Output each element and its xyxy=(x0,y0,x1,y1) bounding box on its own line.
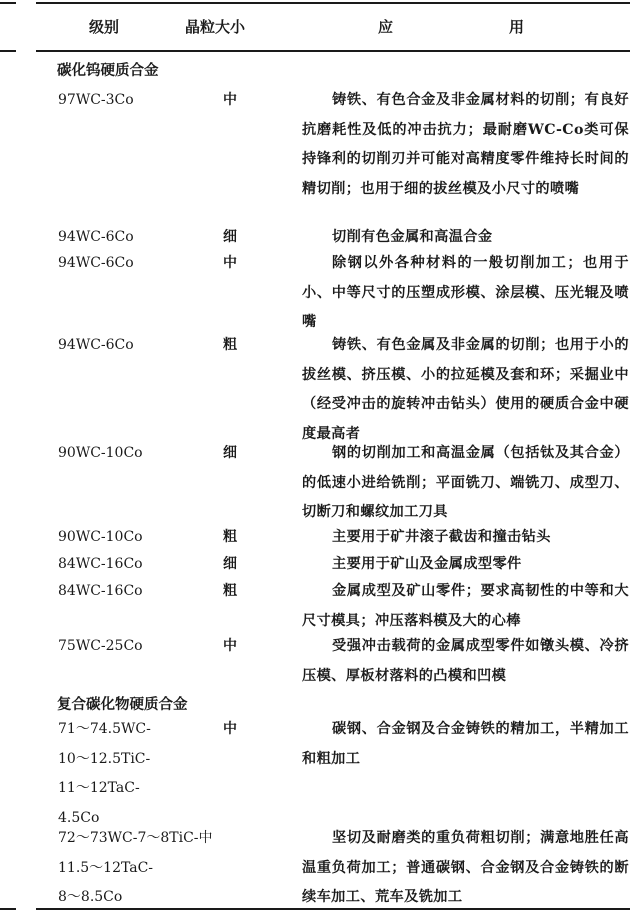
grain-size-cell: 中 xyxy=(223,255,237,271)
header-grade: 级别 xyxy=(89,18,120,36)
section-title: 复合碳化物硬质合金 xyxy=(57,696,188,713)
application-cell: 受强冲击载荷的金属成型零件如镦头模、冷挤压模、厚板材落料的凸模和凹模 xyxy=(302,638,629,684)
application-cell: 主要用于矿井滚子截齿和撞击钻头 xyxy=(332,529,551,545)
grain-size-cell: 细 xyxy=(223,445,237,461)
grade-cell: 97WC-3Co xyxy=(58,92,134,108)
grain-size-cell: 粗 xyxy=(223,337,237,353)
grain-size-cell: 粗 xyxy=(223,529,237,545)
header-application-1: 应 xyxy=(378,18,394,36)
application-cell: 碳钢、合金钢及合金铸铁的精加工，半精加工和粗加工 xyxy=(302,721,629,767)
margin-tick-bottom xyxy=(0,908,16,910)
application-cell: 铸铁、有色金属及非金属的切削；也用于小的拔丝模、挤压模、小的拉延模及套和环；采掘业中（经受冲击的旋转冲击钻头）使用的硬质合金中硬度最高者 xyxy=(302,337,629,442)
grade-cell: 71～74.5WC- 10～12.5TiC- 11～12TaC- 4.5Co xyxy=(58,721,151,826)
grain-size-cell: 中 xyxy=(223,92,237,108)
grain-size-cell: 细 xyxy=(223,556,237,572)
application-cell: 坚切及耐磨类的重负荷粗切削；满意地胜任高温重负荷加工；普通碳钢、合金钢及合金铸铁的断续车加工、荒车及铣加工 xyxy=(302,830,629,905)
grain-size-cell: 中 xyxy=(223,721,237,737)
grade-cell: 94WC-6Co xyxy=(58,337,134,353)
application-cell: 金属成型及矿山零件；要求高韧性的中等和大尺寸模具；冲压落料模及大的心棒 xyxy=(302,583,629,629)
grade-cell: 94WC-6Co xyxy=(58,229,134,245)
application-cell: 除钢以外各种材料的一般切削加工；也用于小、中等尺寸的压塑成形模、涂层模、压光辊及喷嘴 xyxy=(302,255,629,330)
grain-size-cell: 粗 xyxy=(223,583,237,599)
grade-cell: 75WC-25Co xyxy=(58,638,143,654)
grade-cell: 94WC-6Co xyxy=(58,255,134,271)
header-application-2: 用 xyxy=(509,18,525,36)
application-cell: 钢的切削加工和高温金属（包括钛及其合金）的低速小进给铣削；平面铣刀、端铣刀、成型刀、切断刀和螺纹加工刀具 xyxy=(302,445,629,520)
grade-cell: 72～73WC-7～8TiC-中 11.5～12TaC- 8～8.5Co xyxy=(58,830,213,905)
section-title: 碳化钨硬质合金 xyxy=(57,62,159,79)
grade-cell: 84WC-16Co xyxy=(58,583,143,599)
grain-size-cell: 中 xyxy=(223,638,237,654)
application-cell: 主要用于矿山及金属成型零件 xyxy=(332,556,522,572)
header-rule xyxy=(36,50,630,52)
margin-tick-header xyxy=(0,50,16,52)
grade-cell: 84WC-16Co xyxy=(58,556,143,572)
grain-size-cell: 细 xyxy=(223,229,237,245)
top-rule xyxy=(36,2,630,4)
application-cell: 铸铁、有色合金及非金属材料的切削；有良好抗磨耗性及低的冲击抗力；最耐磨WC-Co类可保持锋利的切削刃并可能对高精度零件维持长时间的精切削；也用于细的拔丝模及小尺寸的喷嘴 xyxy=(302,92,629,197)
margin-tick-top xyxy=(0,2,16,4)
grade-cell: 90WC-10Co xyxy=(58,445,143,461)
grade-cell: 90WC-10Co xyxy=(58,529,143,545)
header-grain-size: 晶粒大小 xyxy=(185,18,246,36)
application-cell: 切削有色金属和高温合金 xyxy=(332,229,493,245)
